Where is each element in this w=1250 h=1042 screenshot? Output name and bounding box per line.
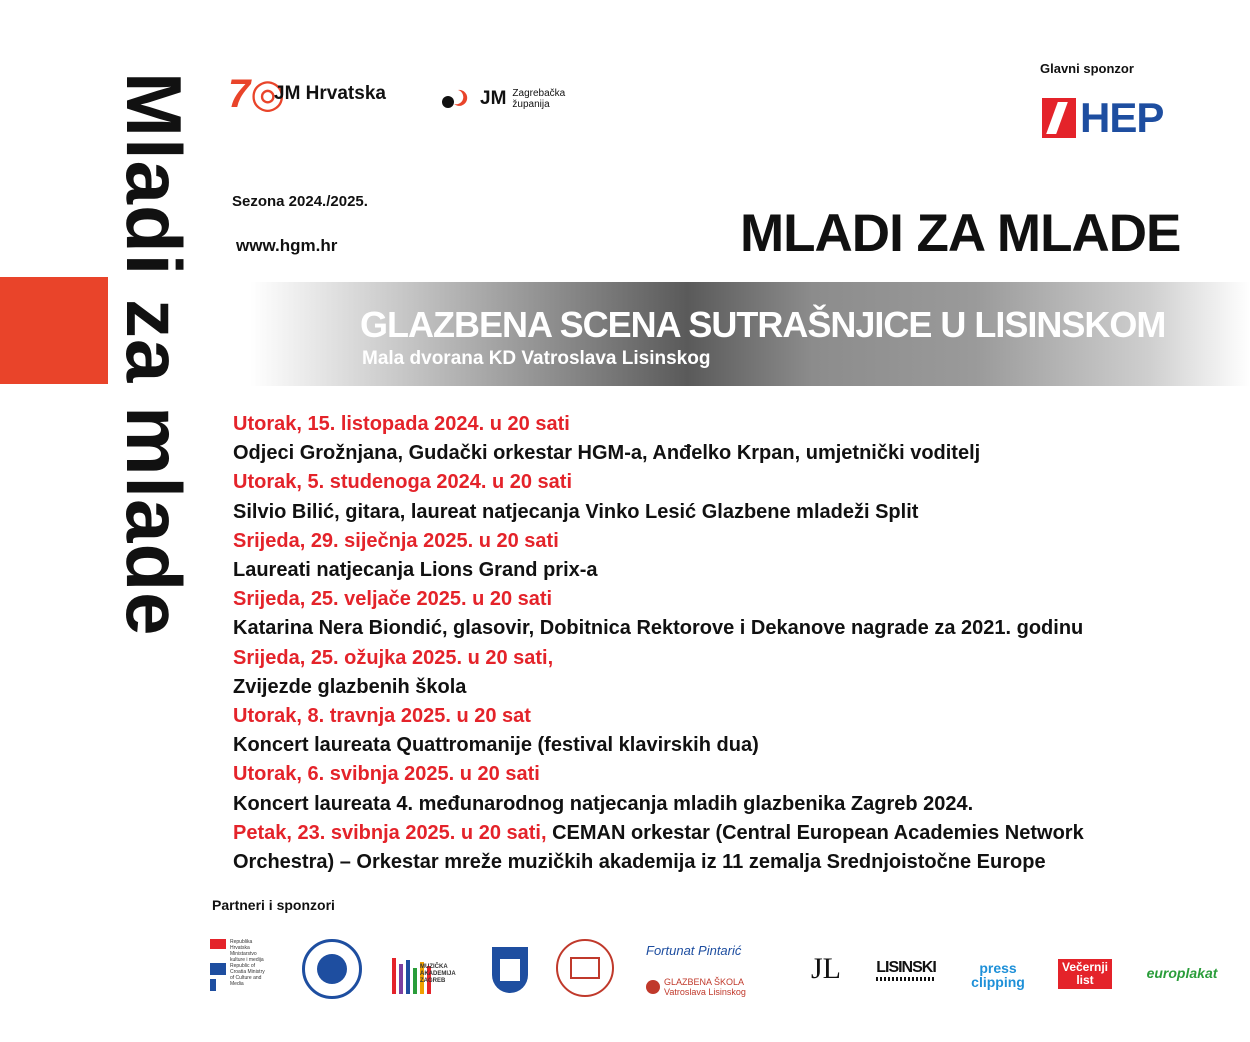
event-description: Zvijezde glazbenih škola xyxy=(233,675,467,698)
zagreb-coat-of-arms xyxy=(492,947,528,993)
list-text: list xyxy=(1076,973,1094,987)
glazbena-skola-icon xyxy=(646,980,660,994)
jl-logo: JL xyxy=(811,952,841,985)
banner-subtitle: Mala dvorana KD Vatroslava Lisinskog xyxy=(362,348,711,369)
clipping-text: clipping xyxy=(971,974,1025,990)
event-description: Koncert laureata 4. međunarodnog natjecanja mladih glazbenika Zagreb 2024. xyxy=(233,792,974,815)
jm-hrvatska-text: JM Hrvatska xyxy=(274,83,386,104)
event-date: Srijeda, 25. veljače 2025. u 20 sati xyxy=(233,588,553,611)
event-date: Srijeda, 29. siječnja 2025. u 20 sati xyxy=(233,529,559,552)
last-event xyxy=(233,819,1233,848)
building-icon xyxy=(570,957,600,979)
vecernji-text: Večernji xyxy=(1061,960,1109,974)
vecernji-list-logo xyxy=(1058,959,1112,989)
event-description-continued: Orchestra) – Orkestar mreže muzičkih akademija iz 11 zemalja Srednjoistočne Europe xyxy=(233,851,1046,874)
main-sponsor-label: Glavni sponzor xyxy=(1040,61,1134,76)
glazbena-skola-logo xyxy=(646,975,786,999)
event-description: CEMAN orkestar (Central European Academies Network xyxy=(546,821,1084,844)
hep-name: HEP xyxy=(1080,94,1164,141)
partner-logos xyxy=(210,935,1240,1005)
ministry-text: Republika Hrvatska Ministarstvo kulture i medija Republic of Croatia Ministry of Culture and Media xyxy=(230,939,265,987)
fortunat-text: Fortunat Pintarić xyxy=(646,942,742,958)
season-text: Sezona 2024./2025. xyxy=(232,193,368,210)
press-text: press xyxy=(979,960,1017,976)
school-seal-logo xyxy=(556,939,614,997)
lisinski-logo xyxy=(874,953,938,987)
press-clipping-logo xyxy=(960,957,1036,993)
akademija-text: MUZIČKA AKADEMIJA ZAGREB xyxy=(420,963,456,984)
vertical-title xyxy=(110,72,198,1022)
lisinski-barcode-icon xyxy=(876,977,936,981)
jm-mark-icon xyxy=(440,86,470,112)
hep-bolt-icon xyxy=(1042,98,1076,138)
event-description: Katarina Nera Biondić, glasovir, Dobitnica Rektorove i Dekanove nagrade za 2021. godinu xyxy=(233,617,1084,640)
website-link[interactable]: www.hgm.hr xyxy=(236,236,338,255)
main-title: MLADI ZA MLADE xyxy=(740,204,1181,263)
event-date: Utorak, 15. listopada 2024. u 20 sati xyxy=(233,413,570,435)
vertical-title-text: Mladi za mlade xyxy=(110,72,198,637)
jm-hrvatska-logo xyxy=(228,74,386,114)
jm-text: JM xyxy=(480,88,507,109)
event-date: Srijeda, 25. ožujka 2025. u 20 sati, xyxy=(233,646,554,669)
event-date: Utorak, 8. travnja 2025. u 20 sat xyxy=(233,705,531,728)
event-date: Petak, 23. svibnja 2025. u 20 sati, xyxy=(233,821,547,844)
event-list xyxy=(233,410,1233,877)
banner-title: GLAZBENA SCENA SUTRAŠNJICE U LISINSKOM xyxy=(360,304,1166,345)
fortunat-pintaric-logo xyxy=(646,935,776,965)
event-date: Utorak, 5. studenoga 2024. u 20 sati xyxy=(233,471,573,494)
ministry-logo xyxy=(210,939,290,1001)
event-description: Koncert laureata Quattromanije (festival klavirskih dua) xyxy=(233,734,759,757)
lions-emblem-icon xyxy=(317,954,347,984)
europlakat-text: europlakat xyxy=(1146,965,1218,981)
muzicka-akademija-logo xyxy=(392,943,462,999)
event-date: Utorak, 6. svibnja 2025. u 20 sati xyxy=(233,763,540,786)
jm-70-icon: 7◎ xyxy=(228,72,286,116)
croatia-flag-icon xyxy=(210,939,226,991)
event-description: Silvio Bilić, gitara, laureat natjecanja Vinko Lesić Glazbene mladeži Split xyxy=(233,500,919,523)
lions-club-logo xyxy=(302,939,362,999)
event-description: Laureati natjecanja Lions Grand prix-a xyxy=(233,559,598,582)
partners-label: Partneri i sponzori xyxy=(212,897,335,913)
jm-zagrebacka-logo xyxy=(440,84,572,114)
hep-logo xyxy=(1042,94,1163,142)
castle-icon xyxy=(500,959,520,981)
red-accent-square xyxy=(0,277,108,384)
lisinski-text: LISINSKI xyxy=(876,959,936,976)
zagrebacka-zupanija-text: Zagrebačka županija xyxy=(512,88,566,110)
glazbena-skola-text: GLAZBENA ŠKOLA Vatroslava Lisinskog xyxy=(664,977,746,997)
event-description: Odjeci Grožnjana, Gudački orkestar HGM-a, Anđelko Krpan, umjetnički voditelj xyxy=(233,442,981,465)
europlakat-logo xyxy=(1134,963,1230,983)
